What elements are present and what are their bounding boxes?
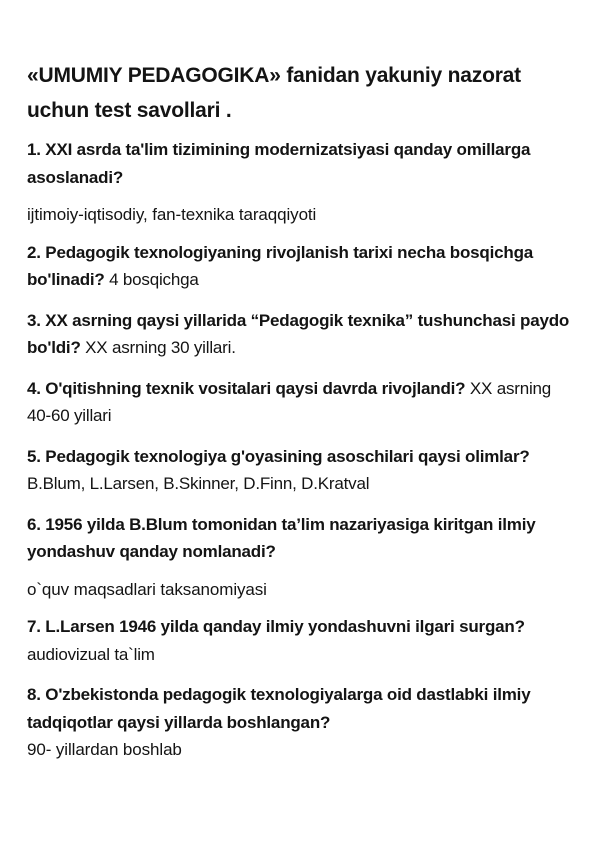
question-8 bbox=[27, 681, 575, 736]
answer-2: 4 bosqichga bbox=[109, 270, 199, 289]
question-4 bbox=[27, 375, 575, 430]
answer-7: audiovizual ta`lim bbox=[27, 644, 155, 664]
answer-8: 90- yillardan boshlab bbox=[27, 740, 182, 759]
question-text: 3. XX asrning qaysi yillarida “Pedagogik texnika” tushunchasi paydo bo'ldi? bbox=[27, 310, 570, 357]
question-1 bbox=[27, 136, 575, 191]
document-page bbox=[27, 58, 575, 764]
question-text: 6. 1956 yilda B.Blum tomonidan ta’lim nazariyasiga kiritgan ilmiy yondashuv qanday nomlanadi? bbox=[27, 514, 536, 561]
question-3 bbox=[27, 307, 575, 362]
answer-4: XX asrning 40-60 yillari bbox=[27, 378, 552, 425]
question-text: 8. O'zbekistonda pedagogik texnologiyalarga oid dastlabki ilmiy tadqiqotlar qaysi yillarda boshlangan? bbox=[27, 685, 531, 732]
question-6 bbox=[27, 511, 575, 566]
question-5 bbox=[27, 443, 575, 498]
question-2 bbox=[27, 239, 575, 294]
question-text: 7. L.Larsen 1946 yilda qanday ilmiy yondashuvni ilgari surgan? bbox=[27, 617, 525, 636]
question-7 bbox=[27, 613, 575, 668]
answer-1: ijtimoiy-iqtisodiy, fan-texnika taraqqiyoti bbox=[27, 205, 317, 224]
question-text: 1. XXI asrda ta'lim tizimining modernizatsiyasi qanday omillarga asoslanadi? bbox=[27, 140, 531, 187]
document-title: «UMUMIY PEDAGOGIKA» fanidan yakuniy nazorat uchun test savollari . bbox=[27, 64, 521, 122]
question-text: 4. O'qitishning texnik vositalari qaysi davrda rivojlandi? bbox=[27, 378, 466, 398]
question-text: 5. Pedagogik texnologiya g'oyasining asoschilari qaysi olimlar? bbox=[27, 446, 530, 466]
question-text: 2. Pedagogik texnologiyaning rivojlanish tarixi necha bosqichga bo'linadi? bbox=[27, 242, 534, 289]
answer-6: o`quv maqsadlari taksanomiyasi bbox=[27, 579, 267, 599]
answer-3: XX asrning 30 yillari. bbox=[85, 338, 236, 357]
answer-5: B.Blum, L.Larsen, B.Skinner, D.Finn, D.Kratval bbox=[27, 474, 370, 493]
